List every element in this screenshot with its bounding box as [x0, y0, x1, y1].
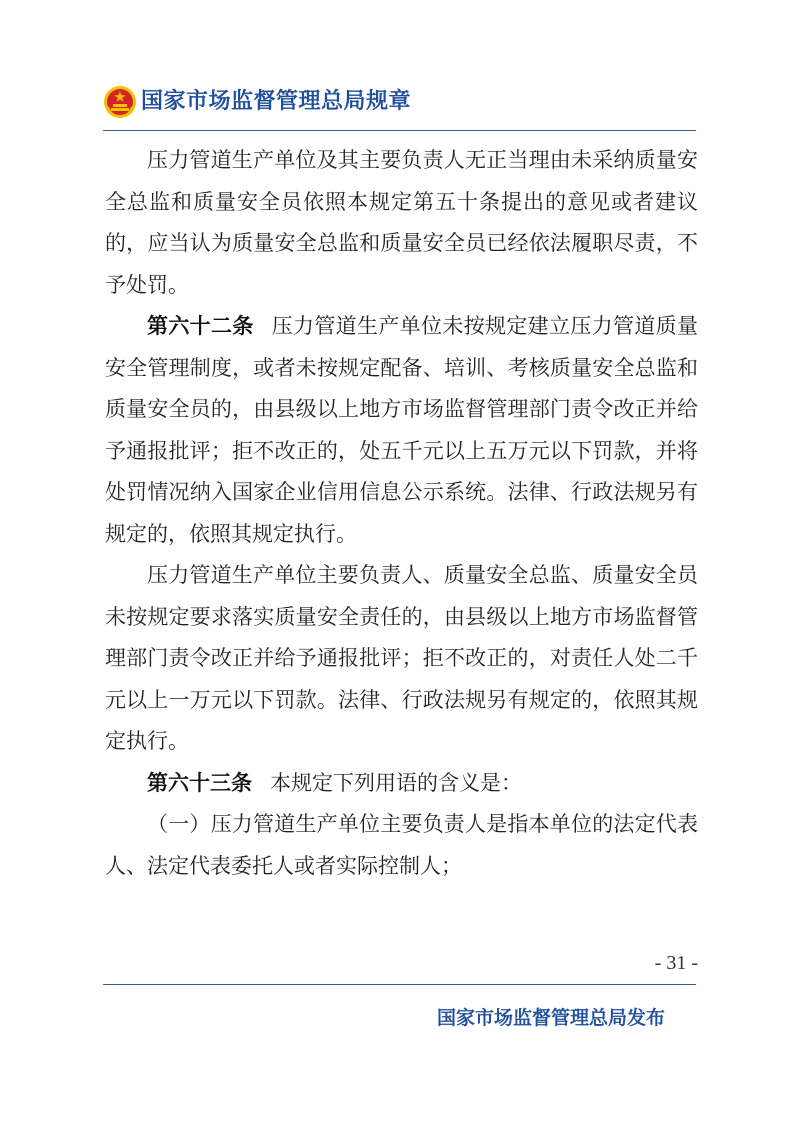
article-62-paragraph-2: 压力管道生产单位主要负责人、质量安全总监、质量安全员未按规定要求落实质量安全责任的，由县级以上地方市场监督管理部门责令改正并给予通报批评；拒不改正的，对责任人处二千元以上一万元以下罚款。法律、行政法规另有规定的，依照其规定执行。 [105, 563, 698, 753]
footer-divider [103, 984, 696, 985]
header-divider [103, 130, 696, 131]
article-62 [105, 306, 698, 555]
article-63 [105, 763, 698, 805]
article-62-heading: 第六十二条 [147, 314, 254, 338]
header-title: 国家市场监督管理总局规章 [141, 89, 412, 114]
paragraph-61-continued: 压力管道生产单位及其主要负责人无正当理由未采纳质量安全总监和质量安全员依照本规定第五十条提出的意见或者建议的，应当认为质量安全总监和质量安全员已经依法履职尽责，不予处罚。 [105, 148, 698, 297]
article-63-item-1: （一）压力管道生产单位主要负责人是指本单位的法定代表人、法定代表委托人或者实际控制人； [105, 812, 698, 878]
page-number: - 31 - [654, 952, 698, 974]
article-62-text: 压力管道生产单位未按规定建立压力管道质量安全管理制度，或者未按规定配备、培训、考核质量安全总监和质量安全员的，由县级以上地方市场监督管理部门责令改正并给予通报批评；拒不改正的，处五千元以上五万元以下罚款，并将处罚情况纳入国家企业信用信息公示系统。法律、行政法规另有规定的，依照其规定执行。 [105, 314, 699, 546]
document-body [105, 140, 698, 887]
national-emblem-icon [103, 85, 137, 119]
footer-publisher: 国家市场监督管理总局发布 [436, 1007, 665, 1029]
article-63-text: 本规定下列用语的含义是： [270, 770, 522, 795]
article-63-heading: 第六十三条 [147, 770, 252, 795]
